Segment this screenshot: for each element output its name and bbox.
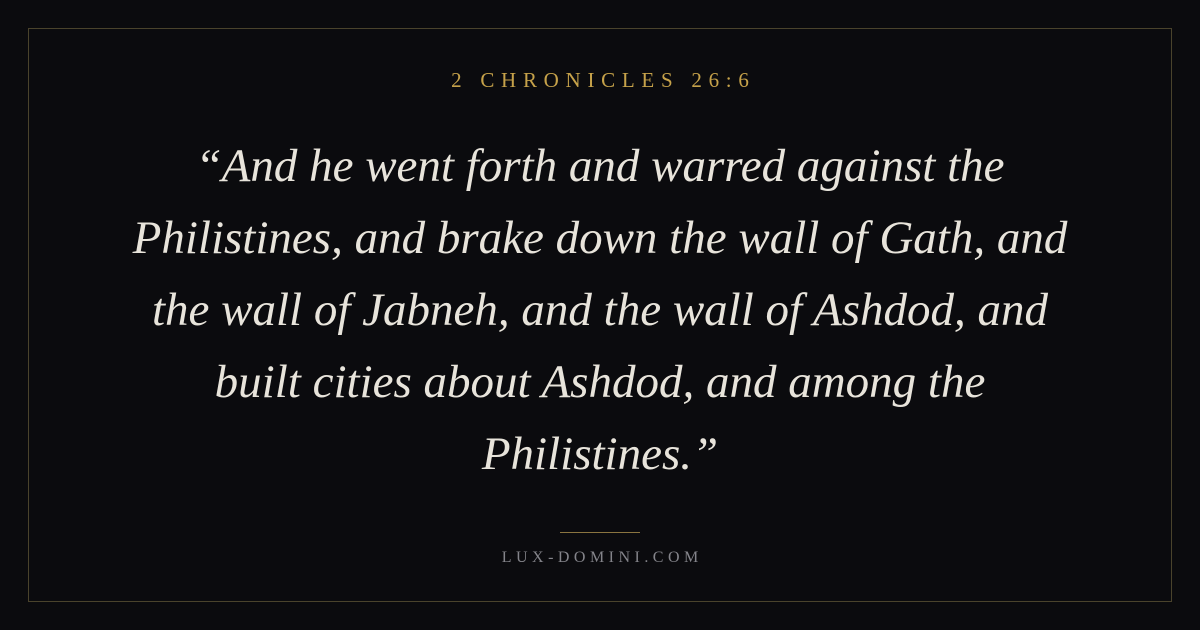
verse-quote-line-2: Philistines, and brake down the wall of Gath, and [132,212,1068,264]
verse-quote-line-4: built cities about Ashdod, and among the [214,356,986,408]
verse-reference: 2 CHRONICLES 26:6 [451,68,756,92]
site-url: LUX-DOMINI.COM [501,549,703,566]
verse-quote-line-5: Philistines.” [481,428,719,480]
gold-divider-rule [560,532,640,533]
verse-quote-line-1: “And he went forth and warred against the [195,140,1005,192]
verse-quote-line-3: the wall of Jabneh, and the wall of Ashdod, and [151,284,1048,336]
verse-quote [133,130,1068,490]
card-content [28,28,1172,602]
